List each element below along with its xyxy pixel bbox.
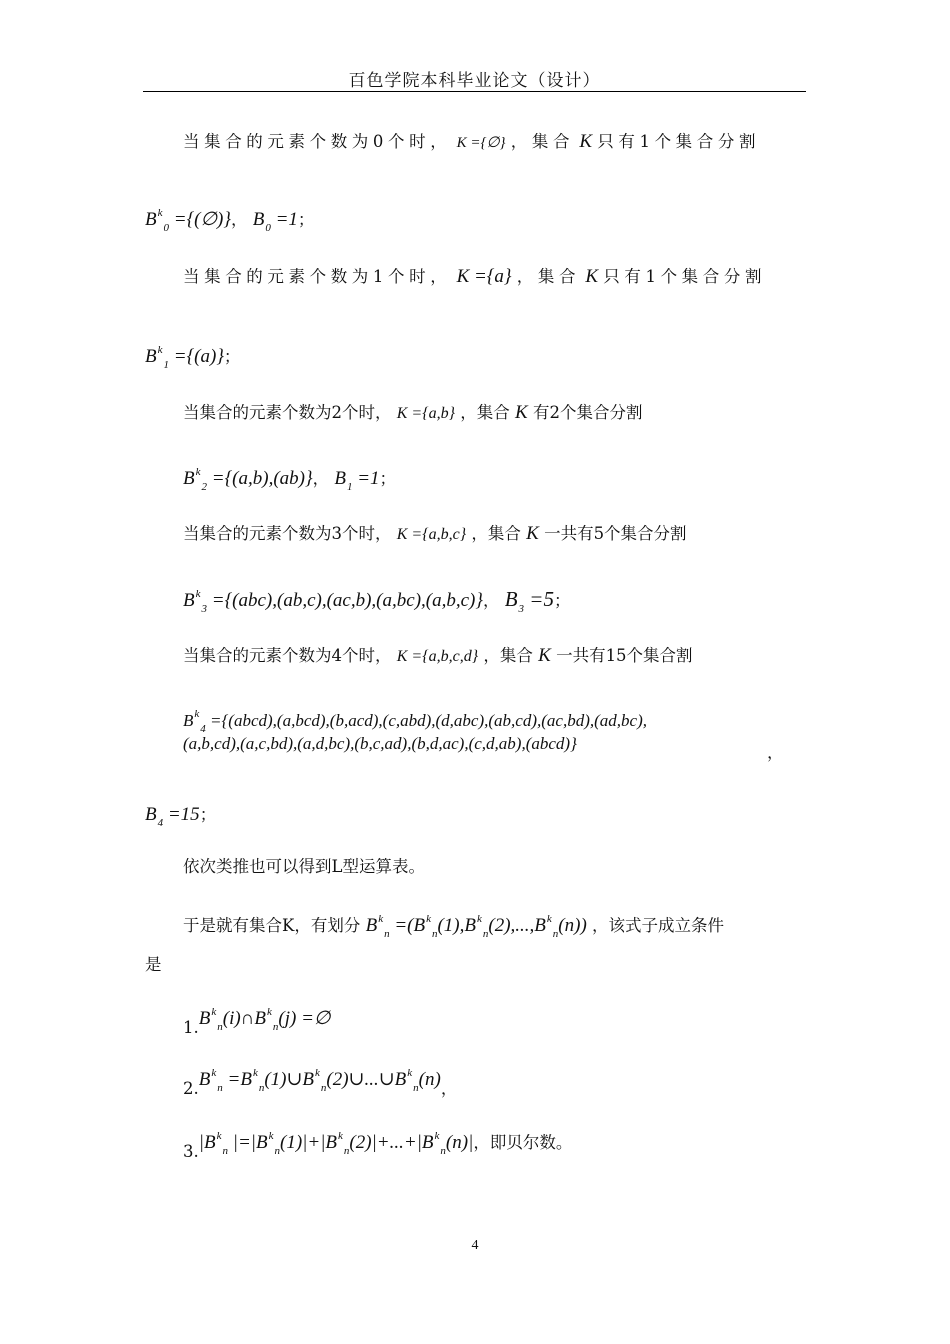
formula-line-B1: $B^k_1 =\{(a)\}$； [145,344,241,371]
paragraph-line-15: 是 [145,955,162,974]
paragraph-line-7: 当集合的元素个数为3个时， K ={a,b,c} ，集合 K 一共有5个集合分割 [183,523,687,544]
paragraph-line-5: 当集合的元素个数为2个时， K ={a,b} ，集合 K 有2个集合分割 [183,402,643,423]
formula-line-B4-comma: ， [767,743,784,762]
formula-line-B4-count: $B_4 =15$； [145,804,217,829]
formula-line-B2: $B^k_2 =\{(a,b),(ab)\}$， $B_1 =1$； [183,466,397,493]
formula-line-B3: $B^k_3 =\{(abc),(ab,c),(ac,b),(a,bc),(a,b,c)\}$， $B_3 =5$； [183,587,571,615]
paragraph-line-1: 当集合的元素个数为0个时， K ={∅} ，集合 K 只有1个集合分割 [183,131,761,152]
header-rule [143,91,806,92]
paragraph-line-14: 于是就有集合K，有划分 $B^k_n =(B^k_n(1),B^k_n(2),...,B^k_n(n))$ ，该式子成立条件 [183,913,725,940]
condition-1: $1.B^k_n(i)\cap B^k_n(j)$ =∅ [183,1006,331,1037]
paragraph-line-13: 依次类推也可以得到L型运算表。 [183,857,425,876]
page-header-title: 百色学院本科毕业论文（设计） [348,71,601,91]
paragraph-line-9: 当集合的元素个数为4个时， K ={a,b,c,d} ，集合 K 一共有15个集合割 [183,645,693,666]
formula-line-B4-row2: (a,b,cd),(a,c,bd),(a,d,bc),(b,c,ad),(b,d,ac),(c,d,ab),(abcd)} [183,734,577,753]
paragraph-line-3: 当集合的元素个数为1个时， K ={a} ，集合 K 只有1个集合分割 [183,266,767,287]
condition-2: $2.B^k_n$ $=B^k_n(1)\cup B^k_n(2)\cup...\cup B^k_n(n)$， [183,1067,458,1098]
page-number: 4 [471,1238,479,1253]
condition-3: $3.|B^k_n$ $|=|B^k_n(1)|+|B^k_n(2)|+...+|B^k_n(n)|$，即贝尔数。 [183,1130,573,1161]
formula-line-B4-row1: $B^k_4$ ={(abcd),(a,bcd),(b,acd),(c,abd),(d,abc),(ab,cd),(ac,bd),(ad,bc), [183,708,647,735]
formula-line-B0: $B^k_0$ ={(∅)}， $B_0 =1$； [145,207,315,234]
